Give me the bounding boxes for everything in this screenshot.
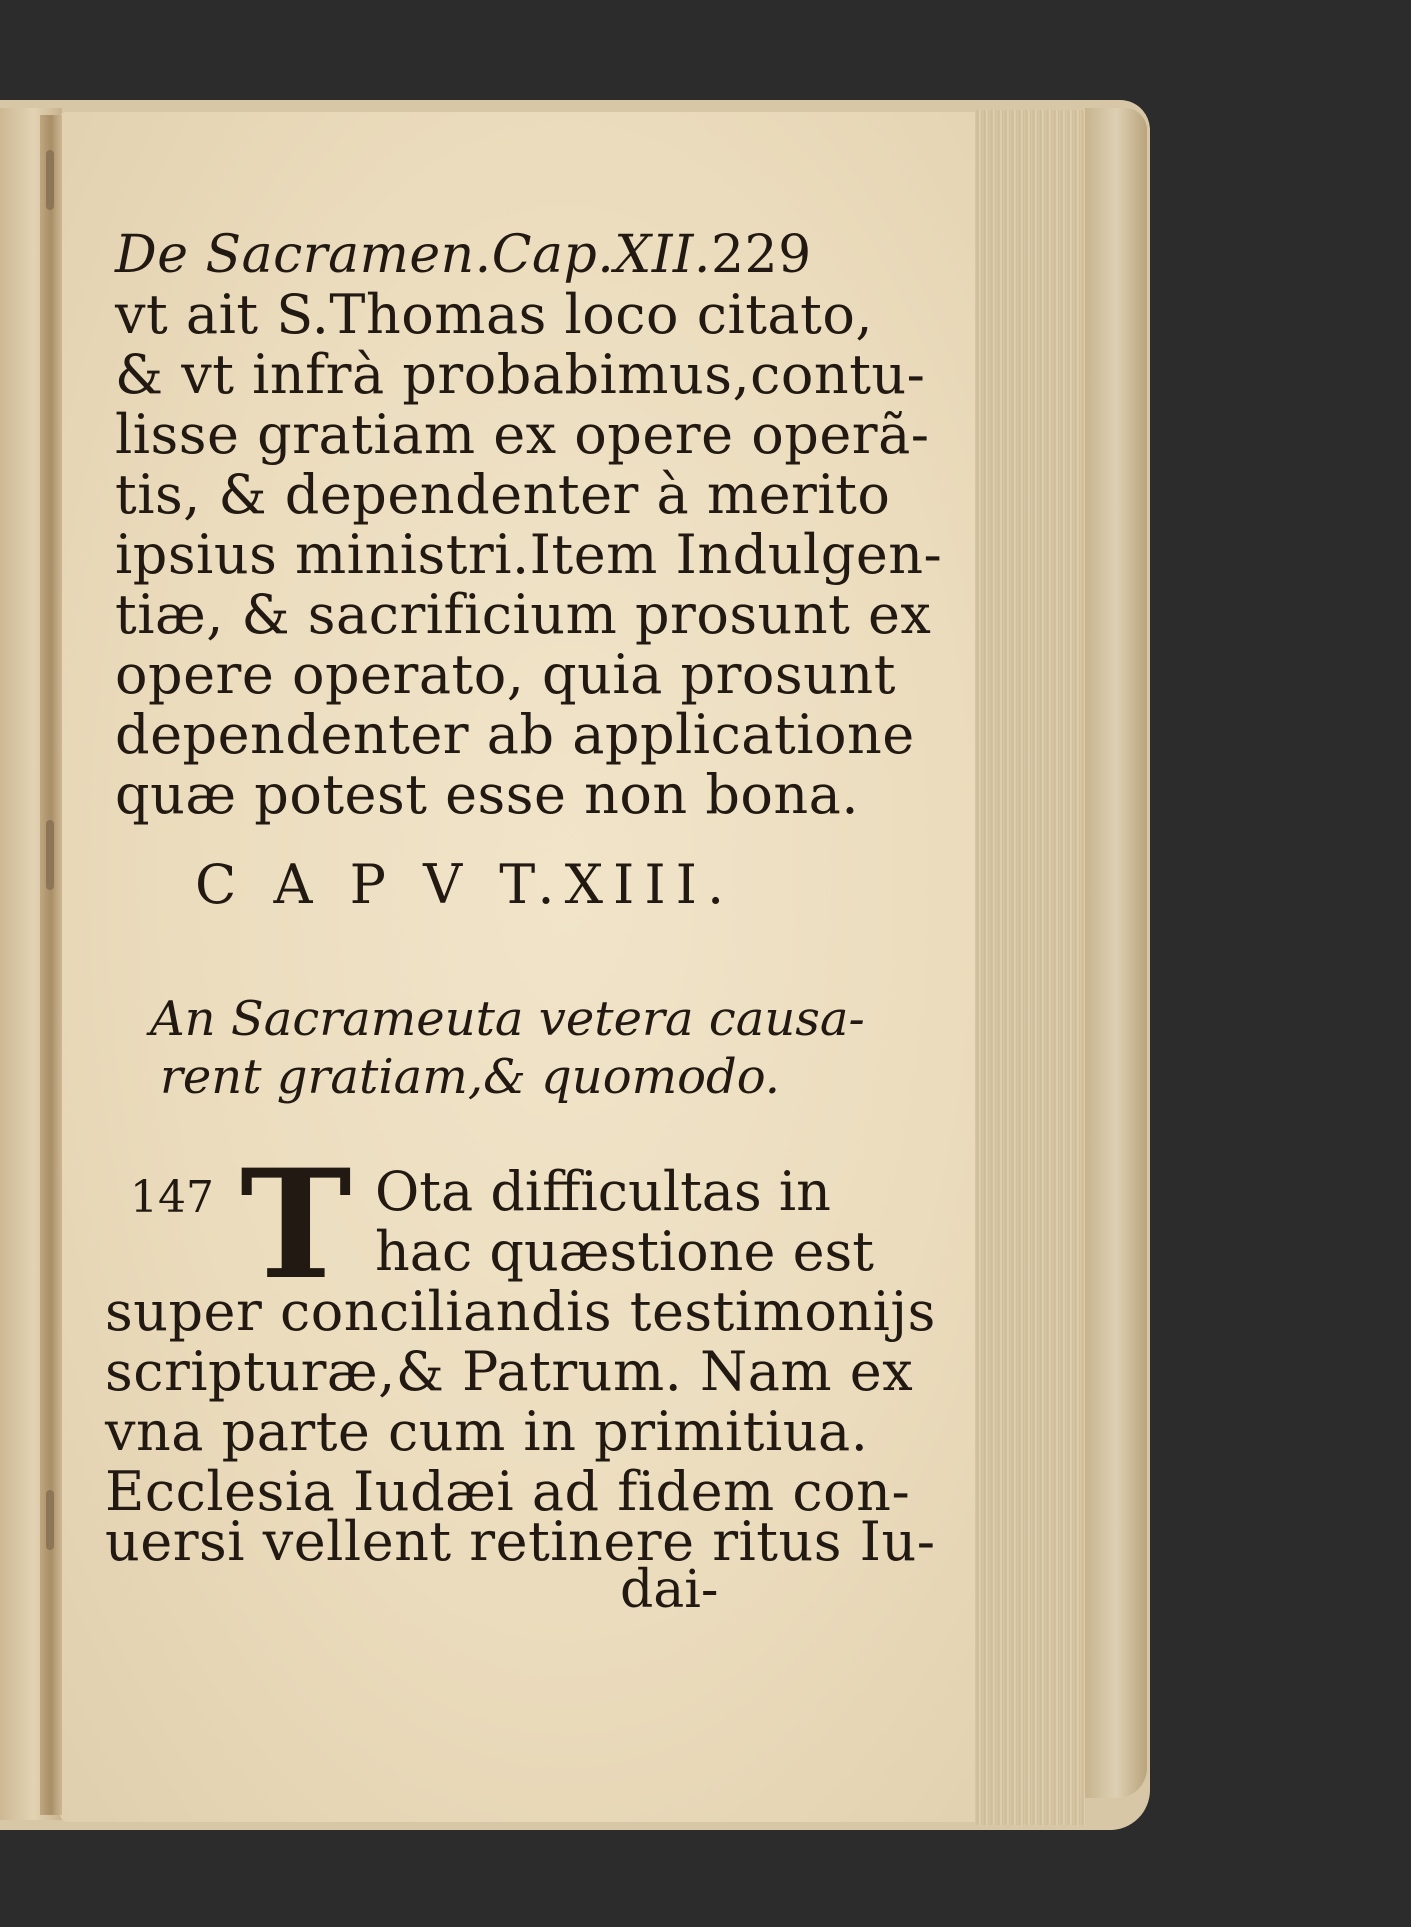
cover-edge [1085,108,1147,1798]
chapter-heading [195,853,735,916]
drop-cap: T [240,1137,352,1313]
page-stack [975,110,1085,1825]
chapter-subtitle-line: An Sacrameuta vetera causa- [150,991,865,1047]
chapter-number: XIII. [564,853,735,916]
binding-stitch [46,1490,54,1550]
paragraph-line: uersi vellent retinere ritus Iu- [105,1510,936,1573]
gutter [40,115,62,1815]
binding-stitch [46,820,54,890]
body-line: opere operato, quia prosunt [115,643,896,706]
running-title: De Sacramen.Cap.XII. [115,225,711,285]
running-header [115,225,812,285]
body-line: tis, & dependenter à merito [115,463,891,526]
indented-line: Ota difficultas in [375,1160,831,1223]
paragraph-line: Ecclesia Iudæi ad fidem con- [105,1460,911,1523]
page-number: 229 [710,225,812,285]
paragraph-line: scripturæ,& Patrum. Nam ex [105,1340,914,1403]
paragraph-line: vna parte cum in primitiua. [105,1400,869,1463]
chapter-caput: C A P V T. [195,853,565,916]
body-line: tiæ, & sacrificium prosunt ex [115,583,932,646]
indented-line: hac quæstione est [375,1220,874,1283]
body-line: lisse gratiam ex opere operã- [115,403,930,466]
catchword: dai- [620,1560,719,1620]
body-line: vt ait S.Thomas loco citato, [115,283,874,346]
binding-stitch [46,150,54,210]
paragraph-line: super conciliandis testimonijs [105,1280,936,1343]
chapter-subtitle-line: rent gratiam,& quomodo. [159,1049,781,1105]
body-line: & vt infrà probabimus,contu- [115,343,926,406]
body-line: ipsius ministri.Item Indulgen- [115,523,943,586]
paragraph-number: 147 [130,1172,214,1223]
body-line: dependenter ab applicatione [115,703,915,766]
body-line: quæ potest esse non bona. [115,763,860,826]
